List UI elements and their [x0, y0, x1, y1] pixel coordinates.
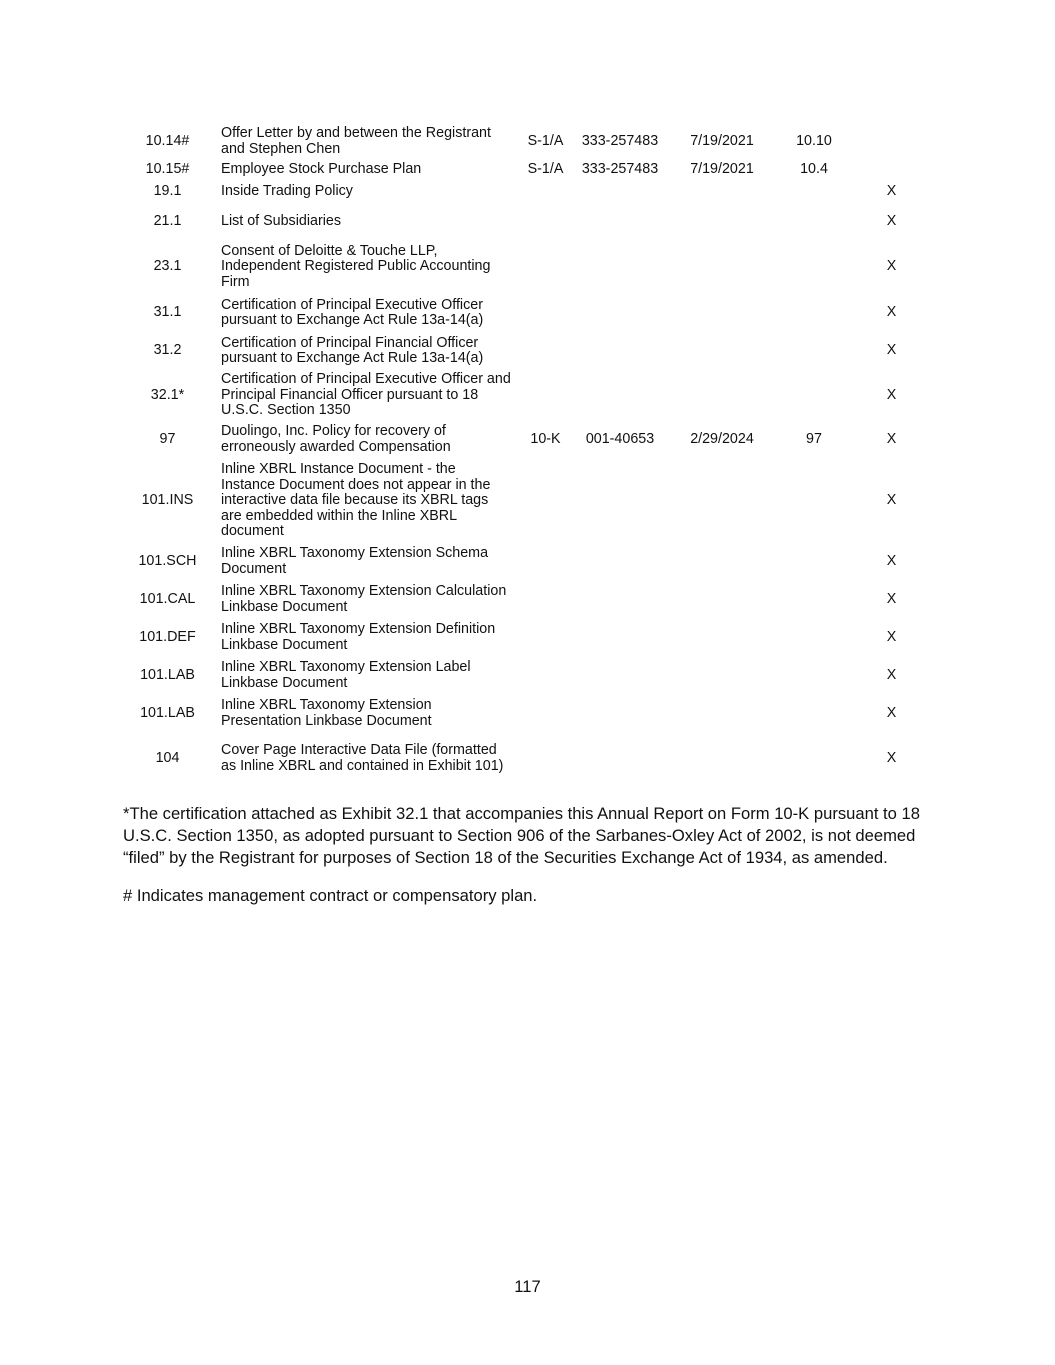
exhibit-number: 97	[159, 431, 176, 448]
exhibit-description: Offer Letter by and between the Registrant and Stephen Chen	[221, 125, 491, 157]
exhibit-number: 31.2	[153, 342, 182, 359]
exhibit-reference	[778, 581, 850, 619]
footnotes	[123, 803, 938, 922]
exhibit-date	[666, 543, 778, 581]
exhibit-date: 2/29/2024	[690, 431, 754, 448]
exhibit-form	[517, 294, 574, 332]
exhibit-row	[123, 240, 933, 294]
filed-herewith-mark: X	[886, 629, 897, 646]
exhibit-row	[123, 657, 933, 695]
exhibit-row	[123, 459, 933, 543]
exhibit-rows	[123, 124, 933, 785]
exhibit-description: Certification of Principal Executive Officer and Principal Financial Officer pursuant to 18 U.S.C. Section 1350	[221, 371, 511, 419]
exhibit-description: Certification of Principal Executive Officer pursuant to Exchange Act Rule 13a-14(a)	[221, 296, 484, 329]
exhibit-index-table	[123, 124, 933, 785]
exhibit-number: 101.SCH	[138, 553, 197, 570]
exhibit-form	[517, 619, 574, 657]
exhibit-date	[666, 332, 778, 370]
exhibit-file-number	[574, 240, 666, 294]
filed-herewith-mark	[850, 159, 933, 181]
exhibit-reference	[778, 294, 850, 332]
exhibit-form	[517, 332, 574, 370]
filed-herewith-mark: X	[886, 591, 897, 608]
exhibit-number: 21.1	[153, 212, 182, 229]
exhibit-reference: 10.4	[800, 161, 828, 178]
exhibit-row	[123, 203, 933, 240]
filed-herewith-mark: X	[886, 342, 897, 359]
exhibit-reference	[778, 370, 850, 421]
exhibit-reference	[778, 543, 850, 581]
exhibit-description: Inline XBRL Taxonomy Extension Presentation Linkbase Document	[221, 697, 432, 729]
filed-herewith-mark: X	[886, 304, 897, 321]
exhibit-reference	[778, 657, 850, 695]
exhibit-date	[666, 733, 778, 785]
exhibit-form: S-1/A	[527, 161, 564, 178]
exhibit-file-number	[574, 294, 666, 332]
exhibit-file-number	[574, 181, 666, 203]
exhibit-reference	[778, 181, 850, 203]
exhibit-date: 7/19/2021	[690, 132, 754, 149]
exhibit-date	[666, 240, 778, 294]
exhibit-row	[123, 543, 933, 581]
exhibit-form	[517, 459, 574, 543]
filed-herewith-mark: X	[886, 553, 897, 570]
exhibit-row	[123, 695, 933, 733]
filed-herewith-mark: X	[886, 212, 897, 229]
exhibit-form	[517, 733, 574, 785]
exhibit-file-number	[574, 619, 666, 657]
exhibit-description: Consent of Deloitte & Touche LLP, Independent Registered Public Accounting Firm	[221, 242, 491, 290]
exhibit-row	[123, 332, 933, 370]
exhibit-description: Inside Trading Policy	[221, 183, 353, 200]
exhibit-row	[123, 159, 933, 181]
exhibit-date	[666, 619, 778, 657]
exhibit-description: Inline XBRL Taxonomy Extension Schema Document	[221, 545, 489, 577]
exhibit-form	[517, 581, 574, 619]
exhibit-reference	[778, 619, 850, 657]
filed-herewith-mark: X	[886, 386, 897, 403]
exhibit-description: Certification of Principal Financial Officer pursuant to Exchange Act Rule 13a-14(a)	[221, 334, 484, 367]
exhibit-date	[666, 657, 778, 695]
exhibit-reference	[778, 240, 850, 294]
exhibit-form	[517, 370, 574, 421]
exhibit-description: Duolingo, Inc. Policy for recovery of erroneously awarded Compensation	[221, 423, 451, 455]
exhibit-reference	[778, 332, 850, 370]
exhibit-form	[517, 240, 574, 294]
exhibit-reference	[778, 733, 850, 785]
exhibit-number: 23.1	[153, 258, 182, 275]
exhibit-number: 10.15#	[145, 161, 190, 178]
exhibit-number: 19.1	[153, 183, 182, 200]
exhibit-date	[666, 181, 778, 203]
exhibit-reference	[778, 695, 850, 733]
management-contract-footnote: # Indicates management contract or compensatory plan.	[123, 885, 538, 905]
exhibit-number: 32.1*	[150, 386, 185, 403]
exhibit-description: Inline XBRL Taxonomy Extension Calculation Linkbase Document	[221, 583, 507, 615]
exhibit-file-number	[574, 543, 666, 581]
exhibit-form	[517, 181, 574, 203]
filed-herewith-mark: X	[886, 258, 897, 275]
exhibit-form	[517, 203, 574, 240]
exhibit-form	[517, 657, 574, 695]
filed-herewith-mark: X	[886, 431, 897, 448]
filed-herewith-mark	[850, 124, 933, 159]
exhibit-row	[123, 581, 933, 619]
exhibit-description: List of Subsidiaries	[221, 212, 341, 229]
exhibit-file-number	[574, 695, 666, 733]
exhibit-description: Inline XBRL Taxonomy Extension Definition Linkbase Document	[221, 621, 496, 653]
exhibit-description: Inline XBRL Instance Document - the Instance Document does not appear in the interactive data file because its XBRL tags are embedded within the Inline XBRL document	[221, 460, 491, 540]
exhibit-date	[666, 294, 778, 332]
exhibit-description: Inline XBRL Taxonomy Extension Label Linkbase Document	[221, 659, 471, 691]
exhibit-number: 101.DEF	[139, 629, 196, 646]
exhibit-row	[123, 733, 933, 785]
filed-herewith-mark: X	[886, 183, 897, 200]
exhibit-file-number	[574, 203, 666, 240]
exhibit-date	[666, 203, 778, 240]
exhibit-form: 10-K	[530, 431, 561, 448]
exhibit-reference	[778, 459, 850, 543]
exhibit-number: 101.CAL	[139, 591, 196, 608]
filed-herewith-mark: X	[886, 667, 897, 684]
exhibit-file-number	[574, 459, 666, 543]
exhibit-file-number: 333-257483	[581, 132, 659, 149]
certification-footnote: *The certification attached as Exhibit 32.1 that accompanies this Annual Report on Form 10-K pursuant to 18 U.S.C. Section 1350, as adopted pursuant to Section 906 of the Sarbanes-Oxley Act of 2002, is not deemed “filed” by the Registrant for purposes of Section 18 of the Securities Exchange Act of 1934, as amended.	[123, 804, 920, 868]
exhibit-date	[666, 370, 778, 421]
exhibit-row	[123, 124, 933, 159]
exhibit-description: Employee Stock Purchase Plan	[221, 161, 422, 178]
exhibit-number: 10.14#	[145, 132, 190, 149]
exhibit-date: 7/19/2021	[690, 161, 754, 178]
exhibit-date	[666, 581, 778, 619]
exhibit-form	[517, 543, 574, 581]
filed-herewith-mark: X	[886, 750, 897, 767]
exhibit-description: Cover Page Interactive Data File (formatted as Inline XBRL and contained in Exhibit 101)	[221, 742, 504, 774]
exhibit-row	[123, 421, 933, 459]
exhibit-file-number	[574, 733, 666, 785]
exhibit-reference	[778, 203, 850, 240]
exhibit-number: 104	[155, 750, 180, 767]
page-number: 117	[514, 1277, 541, 1296]
exhibit-file-number	[574, 370, 666, 421]
exhibit-number: 101.INS	[141, 492, 194, 509]
exhibit-file-number: 333-257483	[581, 161, 659, 178]
exhibit-number: 31.1	[153, 304, 182, 321]
exhibit-number: 101.LAB	[140, 667, 195, 684]
exhibit-date	[666, 695, 778, 733]
exhibit-reference: 10.10	[796, 132, 832, 149]
exhibit-file-number	[574, 581, 666, 619]
exhibit-row	[123, 294, 933, 332]
filed-herewith-mark: X	[886, 705, 897, 722]
exhibit-file-number: 001-40653	[585, 431, 655, 448]
exhibit-form: S-1/A	[527, 132, 564, 149]
filed-herewith-mark: X	[886, 492, 897, 509]
exhibit-row	[123, 181, 933, 203]
exhibit-reference: 97	[806, 431, 822, 448]
exhibit-date	[666, 459, 778, 543]
exhibit-file-number	[574, 332, 666, 370]
exhibit-form	[517, 695, 574, 733]
exhibit-file-number	[574, 657, 666, 695]
exhibit-number: 101.LAB	[140, 705, 195, 722]
exhibit-row	[123, 619, 933, 657]
exhibit-row	[123, 370, 933, 421]
